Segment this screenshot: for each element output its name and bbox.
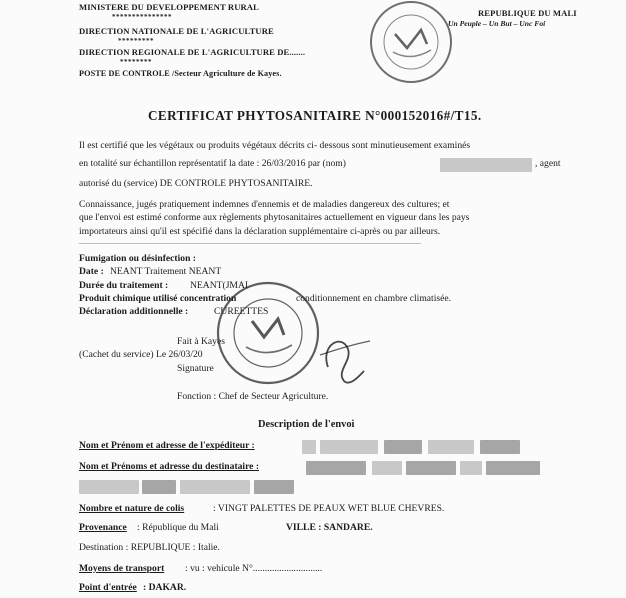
redacted-inspector-name bbox=[440, 158, 532, 172]
transport-value: : vu : vehicule N°............................. bbox=[185, 563, 323, 574]
ville-value: VILLE : SANDARE. bbox=[286, 522, 373, 533]
envoi-heading: Description de l'envoi bbox=[258, 419, 355, 430]
cert-para-1: Connaissance, jugés pratiquement indemnes d'ennemis et de maladies dangereux des cultures; et bbox=[79, 199, 450, 210]
redacted-recipient-address bbox=[142, 480, 176, 494]
redacted-recipient bbox=[406, 461, 456, 475]
stars-separator: ********* bbox=[118, 37, 154, 45]
produit-label: Produit chimique utilisé concentration bbox=[79, 293, 237, 304]
redacted-sender bbox=[480, 440, 520, 454]
dotted-rule: ........................................................................................................................................................................... bbox=[79, 237, 421, 246]
cert-line-2: en totalité sur échantillon représentatif la date : 26/03/2016 par (nom) bbox=[79, 158, 346, 169]
certificate-title: CERTIFICAT PHYTOSANITAIRE N°000152016#/T15. bbox=[148, 108, 482, 123]
redacted-recipient bbox=[306, 461, 366, 475]
duree-value: NEANT(JMAI bbox=[190, 280, 249, 291]
stars-separator: *************** bbox=[112, 13, 172, 21]
redacted-sender bbox=[320, 440, 378, 454]
fait-a: Fait à Kayes bbox=[177, 336, 225, 347]
redacted-recipient-address bbox=[180, 480, 250, 494]
fonction: Fonction : Chef de Secteur Agriculture. bbox=[177, 391, 329, 402]
transport-label: Moyens de transport bbox=[79, 563, 165, 574]
republic-motto: Un Peuple – Un But – Unc Foi bbox=[448, 19, 546, 28]
redacted-recipient-address bbox=[79, 480, 139, 494]
declaration-label: Déclaration additionnelle : bbox=[79, 306, 189, 317]
cert-line-2-suffix: , agent bbox=[535, 158, 561, 169]
poste-controle: POSTE DE CONTROLE /Secteur Agriculture de Kayes. bbox=[79, 69, 282, 78]
date-value: NEANT Traitement NEANT bbox=[110, 266, 222, 277]
ministry-line: MINISTERE DU DEVELOPPEMENT RURAL bbox=[79, 2, 259, 12]
expediteur-label: Nom et Prénom et adresse de l'expéditeur : bbox=[79, 440, 255, 451]
entree-label: Point d'entrée bbox=[79, 582, 137, 593]
provenance-value: : République du Mali bbox=[137, 522, 219, 533]
redacted-sender bbox=[384, 440, 422, 454]
date-label: Date : bbox=[79, 266, 104, 277]
entree-value: : DAKAR. bbox=[143, 582, 187, 593]
redacted-sender bbox=[302, 440, 316, 454]
cert-line-3: autorisé du (service) DE CONTROLE PHYTOSANITAIRE. bbox=[79, 178, 313, 189]
redacted-sender bbox=[428, 440, 474, 454]
colis-value: : VINGT PALETTES DE PEAUX WET BLUE CHEVRES. bbox=[213, 503, 445, 514]
cert-para-3: importateurs ainsi qu'il est spécifié dans la déclaration supplémentaire ci-après ou par ailleurs. bbox=[79, 226, 441, 237]
cert-para-2: que l'envoi est estimé conforme aux règlements phytosanitaires actuellement en vigueur dans les pays bbox=[79, 212, 470, 223]
cachet-date: (Cachet du service) Le 26/03/20 bbox=[79, 349, 203, 360]
official-stamp-seal bbox=[200, 275, 380, 405]
redacted-recipient bbox=[372, 461, 402, 475]
official-stamp-top bbox=[355, 0, 465, 100]
provenance-label: Provenance bbox=[79, 522, 127, 533]
destination-value: Destination : REPUBLIQUE : Italie. bbox=[79, 542, 220, 553]
cert-line-1: Il est certifié que les végétaux ou produits végétaux décrits ci- dessous sont minutieusement examinés bbox=[79, 140, 471, 151]
redacted-recipient-address bbox=[254, 480, 294, 494]
duree-label: Durée du traitement : bbox=[79, 280, 169, 291]
redacted-recipient bbox=[460, 461, 482, 475]
stars-separator: ******** bbox=[120, 58, 152, 66]
direction-nationale: DIRECTION NATIONALE DE L'AGRICULTURE bbox=[79, 26, 274, 36]
signature-label: Signature bbox=[177, 363, 214, 374]
declaration-value: CUREETTES bbox=[214, 306, 269, 317]
colis-label: Nombre et nature de colis bbox=[79, 503, 185, 514]
direction-regionale: DIRECTION REGIONALE DE L'AGRICULTURE DE....... bbox=[79, 47, 306, 57]
republic-name: REPUBLIQUE DU MALI bbox=[478, 8, 577, 18]
produit-value: conditionnement en chambre climatisée. bbox=[296, 293, 452, 304]
fumigation-label: Fumigation ou désinfection : bbox=[79, 253, 196, 264]
redacted-recipient bbox=[486, 461, 540, 475]
destinataire-label: Nom et Prénoms et adresse du destinataire : bbox=[79, 461, 260, 472]
